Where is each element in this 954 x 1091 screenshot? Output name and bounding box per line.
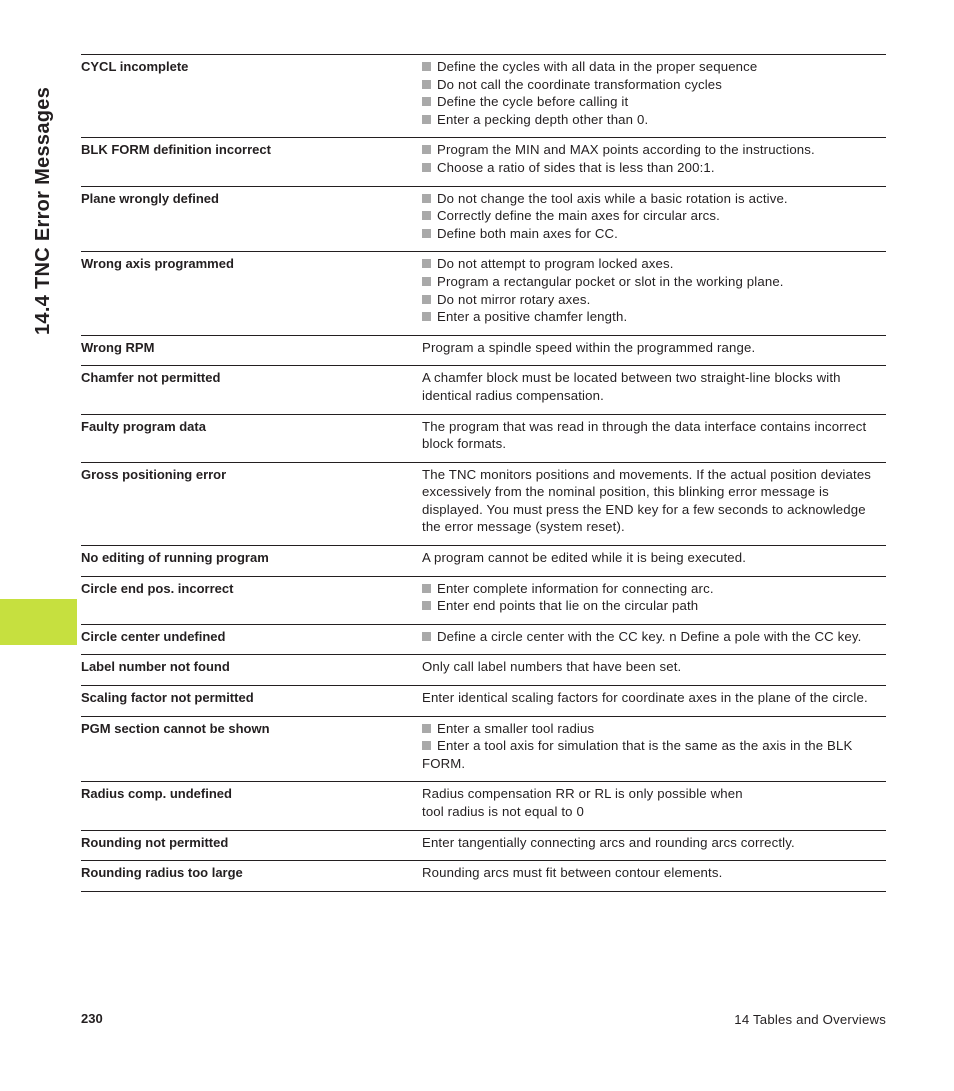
square-bullet-icon xyxy=(422,277,431,286)
error-message-name: Plane wrongly defined xyxy=(81,190,219,206)
square-bullet-icon xyxy=(422,741,431,750)
error-remedy xyxy=(422,58,886,128)
error-remedy xyxy=(422,864,886,882)
error-remedy xyxy=(422,785,886,820)
remedy-bullet-item xyxy=(422,273,886,291)
remedy-bullet-text: Define the cycle before calling it xyxy=(437,94,629,110)
square-bullet-icon xyxy=(422,145,431,154)
error-message-name: CYCL incomplete xyxy=(81,59,189,74)
remedy-bullet-item xyxy=(422,58,886,76)
square-bullet-icon xyxy=(422,194,431,203)
error-message-name: Gross positioning error xyxy=(81,466,227,482)
remedy-bullet-text: Enter a smaller tool radius xyxy=(437,720,595,736)
square-bullet-icon xyxy=(422,584,431,593)
square-bullet-icon xyxy=(422,724,431,733)
table-row xyxy=(81,655,886,686)
table-row xyxy=(81,625,886,656)
square-bullet-icon xyxy=(422,632,431,641)
error-message-name: Circle end pos. incorrect xyxy=(81,580,234,596)
error-remedy xyxy=(422,549,886,567)
remedy-text: The program that was read in through the data interface contains incorrect block formats. xyxy=(422,418,867,452)
square-bullet-icon xyxy=(422,97,431,106)
error-message-name: Rounding radius too large xyxy=(81,865,243,881)
section-title: 14.4 TNC Error Messages xyxy=(32,86,54,335)
square-bullet-icon xyxy=(422,115,431,124)
remedy-bullet-item xyxy=(422,737,886,772)
table-row xyxy=(81,138,886,186)
table-row xyxy=(81,252,886,335)
table-row xyxy=(81,686,886,717)
remedy-bullet-item xyxy=(422,159,886,177)
error-remedy xyxy=(422,720,886,773)
remedy-bullet-text: Enter a tool axis for simulation that is the same as the axis in the BLK FORM. xyxy=(422,738,853,771)
chapter-footer: 14 Tables and Overviews xyxy=(734,1012,886,1027)
remedy-text: Enter identical scaling factors for coordinate axes in the plane of the circle. xyxy=(422,690,868,706)
error-remedy xyxy=(422,141,886,176)
remedy-text: Program a spindle speed within the programmed range. xyxy=(422,339,756,355)
remedy-bullet-text: Define the cycles with all data in the proper sequence xyxy=(437,59,758,74)
error-message-name: Label number not found xyxy=(81,659,230,675)
table-row xyxy=(81,55,886,138)
error-remedy xyxy=(422,369,886,404)
remedy-bullet-text: Do not mirror rotary axes. xyxy=(437,291,591,307)
error-message-name: Circle center undefined xyxy=(81,628,226,644)
error-message-name: Radius comp. undefined xyxy=(81,786,232,802)
error-remedy xyxy=(422,658,886,676)
remedy-bullet-item xyxy=(422,76,886,94)
square-bullet-icon xyxy=(422,80,431,89)
error-remedy xyxy=(422,628,886,646)
table-row xyxy=(81,187,886,253)
remedy-bullet-text: Program a rectangular pocket or slot in the working plane. xyxy=(437,273,784,289)
table-row xyxy=(81,717,886,783)
error-remedy xyxy=(422,190,886,243)
error-message-name: PGM section cannot be shown xyxy=(81,720,270,736)
remedy-bullet-item xyxy=(422,225,886,243)
remedy-text: A chamfer block must be located between two straight-line blocks with identical radius compensation. xyxy=(422,370,841,403)
remedy-bullet-item xyxy=(422,628,886,646)
remedy-bullet-item xyxy=(422,111,886,129)
remedy-text: The TNC monitors positions and movements. If the actual position deviates excessively from the nominal position, this blinking error message is displayed. You must press the END key for a few seconds to acknowledge the error message (system reset). xyxy=(422,466,872,535)
square-bullet-icon xyxy=(422,163,431,172)
error-remedy xyxy=(422,466,886,536)
square-bullet-icon xyxy=(422,295,431,304)
error-remedy xyxy=(422,339,886,357)
error-message-name: Faulty program data xyxy=(81,418,206,434)
remedy-bullet-text: Program the MIN and MAX points according to the instructions. xyxy=(437,142,815,158)
remedy-bullet-text: Do not change the tool axis while a basic rotation is active. xyxy=(437,190,788,206)
remedy-bullet-item xyxy=(422,207,886,225)
remedy-bullet-item xyxy=(422,597,886,615)
remedy-bullet-text: Correctly define the main axes for circular arcs. xyxy=(437,208,720,224)
error-remedy xyxy=(422,834,886,852)
table-row xyxy=(81,415,886,463)
table-row xyxy=(81,577,886,625)
remedy-text: Rounding arcs must fit between contour elements. xyxy=(422,865,723,881)
error-message-name: Scaling factor not permitted xyxy=(81,690,254,706)
square-bullet-icon xyxy=(422,259,431,268)
remedy-bullet-text: Define both main axes for CC. xyxy=(437,225,618,241)
error-message-name: No editing of running program xyxy=(81,550,269,566)
remedy-bullet-text: Choose a ratio of sides that is less than 200:1. xyxy=(437,159,715,175)
remedy-text-line: tool radius is not equal to 0 xyxy=(422,804,584,819)
square-bullet-icon xyxy=(422,312,431,321)
remedy-text: A program cannot be edited while it is being executed. xyxy=(422,550,747,566)
remedy-bullet-item xyxy=(422,255,886,273)
error-messages-table xyxy=(81,54,886,892)
error-remedy xyxy=(422,255,886,325)
remedy-bullet-item xyxy=(422,580,886,598)
error-message-name: Wrong axis programmed xyxy=(81,256,234,272)
remedy-bullet-item xyxy=(422,190,886,208)
error-remedy xyxy=(422,418,886,453)
table-row xyxy=(81,463,886,546)
square-bullet-icon xyxy=(422,211,431,220)
square-bullet-icon xyxy=(422,601,431,610)
table-row xyxy=(81,861,886,892)
page-number: 230 xyxy=(81,1011,103,1026)
table-row xyxy=(81,336,886,367)
chapter-tab-marker xyxy=(0,599,77,645)
error-message-name: Rounding not permitted xyxy=(81,834,229,850)
remedy-bullet-text: Enter a pecking depth other than 0. xyxy=(437,111,649,127)
remedy-text-line: Radius compensation RR or RL is only possible when xyxy=(422,786,743,802)
remedy-bullet-item xyxy=(422,308,886,326)
error-message-name: Chamfer not permitted xyxy=(81,370,221,386)
square-bullet-icon xyxy=(422,229,431,238)
remedy-text: Enter tangentially connecting arcs and rounding arcs correctly. xyxy=(422,834,795,850)
table-row xyxy=(81,782,886,830)
remedy-bullet-item xyxy=(422,291,886,309)
table-row xyxy=(81,366,886,414)
error-remedy xyxy=(422,689,886,707)
table-row xyxy=(81,831,886,862)
remedy-bullet-item xyxy=(422,93,886,111)
remedy-bullet-text: Do not call the coordinate transformation cycles xyxy=(437,76,723,92)
error-message-name: BLK FORM definition incorrect xyxy=(81,142,271,158)
remedy-bullet-text: Enter complete information for connecting arc. xyxy=(437,580,714,596)
remedy-bullet-text: Enter a positive chamfer length. xyxy=(437,309,628,325)
remedy-bullet-text: Enter end points that lie on the circular path xyxy=(437,598,699,614)
remedy-bullet-item xyxy=(422,720,886,738)
error-message-name: Wrong RPM xyxy=(81,339,155,355)
remedy-text: Only call label numbers that have been set. xyxy=(422,659,682,675)
remedy-bullet-item xyxy=(422,141,886,159)
square-bullet-icon xyxy=(422,62,431,71)
remedy-bullet-text: Define a circle center with the CC key. n Define a pole with the CC key. xyxy=(437,628,862,644)
table-row xyxy=(81,546,886,577)
error-remedy xyxy=(422,580,886,615)
remedy-bullet-text: Do not attempt to program locked axes. xyxy=(437,256,674,272)
